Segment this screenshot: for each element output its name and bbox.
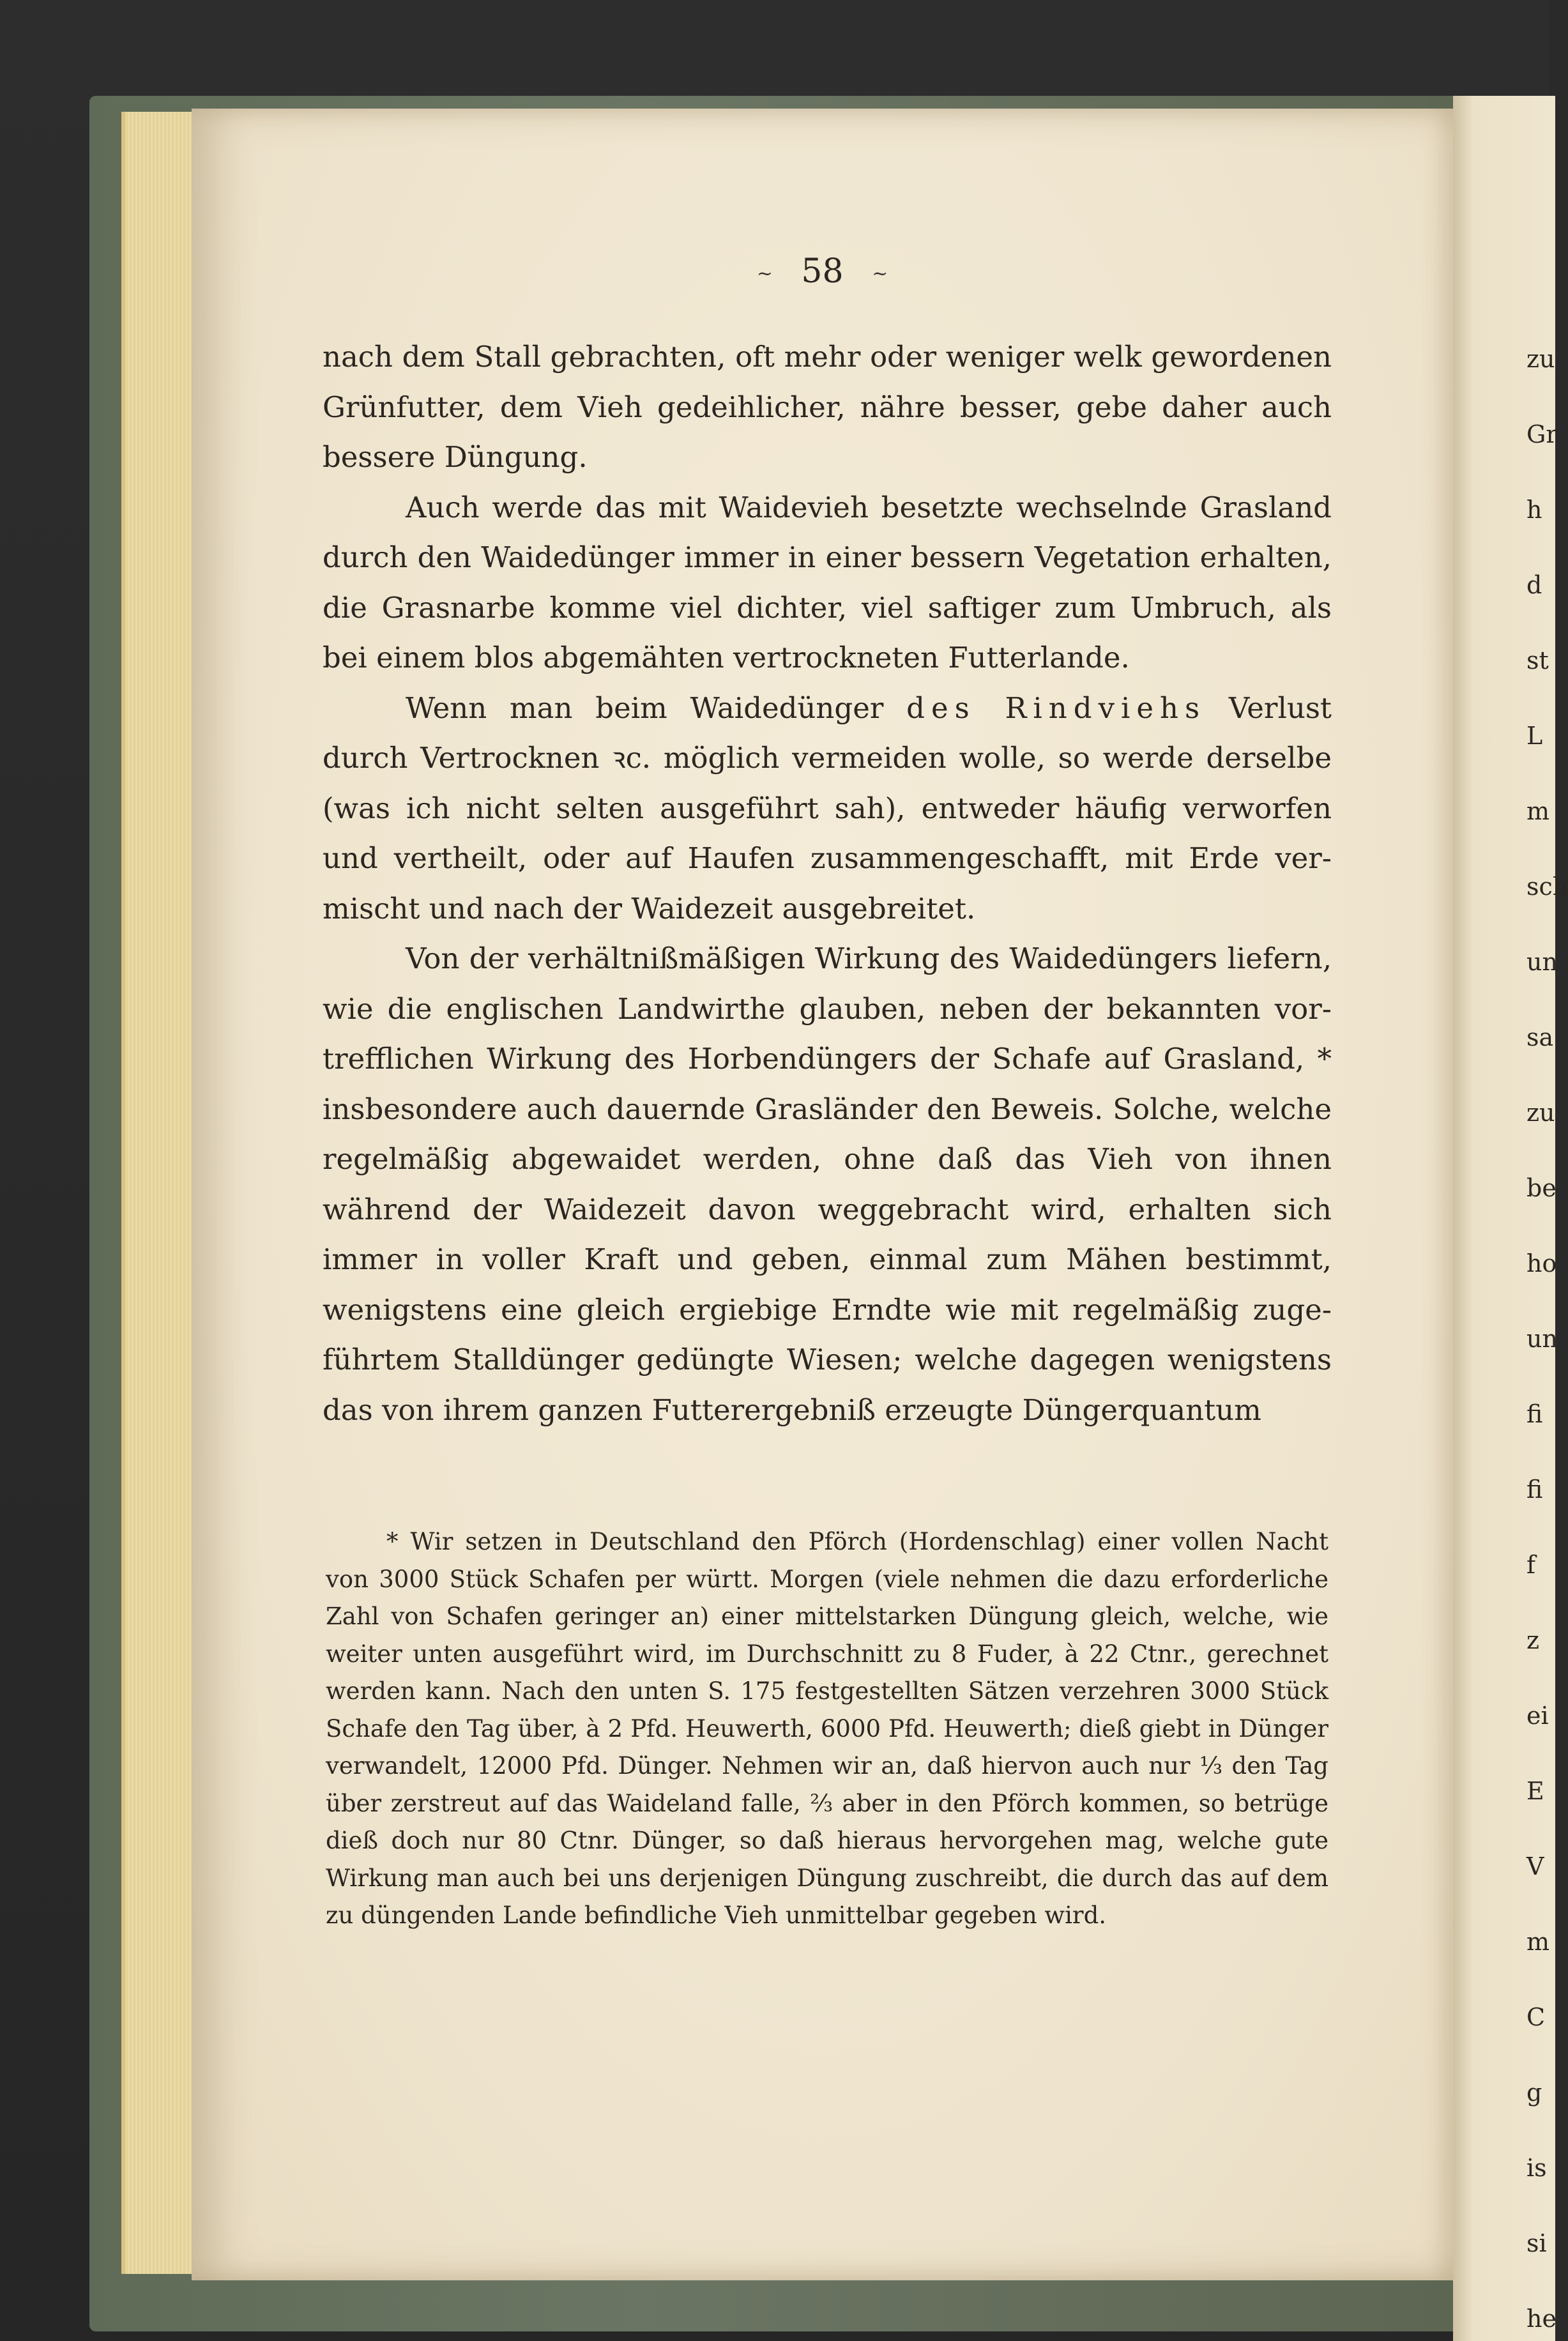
- next-page-fragment: C: [1526, 2003, 1546, 2031]
- next-page-fragment: V: [1526, 1852, 1544, 1880]
- next-page-fragment: st: [1526, 646, 1549, 675]
- next-page-fragment: f: [1526, 1551, 1536, 1579]
- next-page-edge: [1453, 96, 1568, 2341]
- next-page-fragment: un: [1526, 1325, 1558, 1353]
- next-page-fragment: E: [1526, 1777, 1544, 1805]
- next-page-fragment: m: [1526, 1928, 1550, 1956]
- page-header: [192, 252, 1453, 291]
- paragraph-3-after: Verlust durch Vertrocknen ꝛc. möglich vermeiden wolle, so werde derselbe (was ich nicht selten ausgeführt sah), entweder häufig verworfen und vertheilt, oder auf Haufen zusammengeschafft, mit Erde vermischt und nach der Waidezeit ausgebreitet.: [323, 690, 1332, 926]
- footnote: * Wir setzen in Deutschland den Pförch (Hordenschlag) einer vollen Nacht von 3000 Stück Schafen per württ. Morgen (viele nehmen die dazu erforderliche Zahl von Schafen geringer an) einer mittelstarken Düngung gleich, welche, wie weiter unten ausgeführt wird, im Durchschnitt zu 8 Fuder, à 22 Ctnr., gerechnet werden kann. Nach den unten S. 175 festgestellten Sätzen verzehren 3000 Stück Schafe den Tag über, à 2 Pfd. Heuwerth, 6000 Pfd. Heuwerth; dieß giebt in Dünger verwandelt, 12000 Pfd. Dünger. Nehmen wir an, daß hiervon auch nur ⅓ den Tag über zerstreut auf das Waideland falle, ⅔ aber in den Pförch kommen, so betrüge dieß doch nur 80 Ctnr. Dünger, so daß hieraus hervorgehen mag, welche gute Wirkung man auch bei uns derjenigen Düngung zuschreibt, die durch das auf dem zu düngenden Lande befindliche Vieh unmittelbar gegeben wird.: [326, 1528, 1328, 1929]
- paragraph-2: Auch werde das mit Waidevieh besetzte wechselnde Grasland durch den Waidedünger immer in einer bessern Vegetation erhalten, die Grasnarbe komme viel dichter, viel saftiger zum Umbruch, als bei einem blos abgemähten vertrockneten Futterlande.: [323, 490, 1332, 675]
- next-page-fragment: z: [1526, 1626, 1540, 1654]
- page-number: 58: [801, 252, 844, 291]
- next-page-fragment: be: [1526, 1174, 1557, 1202]
- paragraph-3-before: Wenn man beim Waidedünger: [406, 690, 907, 725]
- next-page-fragment: g: [1526, 2078, 1542, 2107]
- next-page-fragment: zu: [1526, 1099, 1555, 1127]
- next-page-fragment: m: [1526, 797, 1550, 825]
- next-page-fragment: un: [1526, 948, 1558, 976]
- next-page-fragment: zu: [1526, 345, 1555, 373]
- next-page-fragment: fi: [1526, 1476, 1543, 1504]
- next-page-fragment: fi: [1526, 1400, 1543, 1428]
- next-page-fragment: is: [1526, 2154, 1547, 2182]
- next-page-fragment: L: [1526, 722, 1543, 750]
- next-page-fragment: h: [1526, 496, 1542, 524]
- paragraph-1: nach dem Stall gebrachten, oft mehr oder weniger welk gewordenen Grünfutter, dem Vieh gedeihlicher, nähre besser, gebe daher auch bessere Düngung.: [323, 340, 1332, 474]
- next-page-fragment: he: [1526, 2305, 1557, 2333]
- ornament-left-icon: ~: [756, 263, 773, 285]
- paragraph-4: Von der verhältnißmäßigen Wirkung des Waidedüngers liefern, wie die englischen Landwirthe glauben, neben der bekannten vortrefflichen Wirkung des Horbendüngers der Schafe auf Grasland, * insbesondere auch dauernde Grasländer den Beweis. Solche, welche regelmäßig abgewaidet werden, ohne daß das Vieh von ihnen während der Waidezeit davon weggebracht wird, erhalten sich immer in voller Kraft und geben, einmal zum Mähen bestimmt, wenigstens eine gleich ergiebige Erndte wie mit regelmäßig zugeführtem Stalldünger gedüngte Wiesen; welche dagegen wenigstens das von ihrem ganzen Futterergebniß erzeugte Düngerquantum: [323, 942, 1332, 1427]
- next-page-fragment: sa: [1526, 1023, 1554, 1051]
- next-page-fragment: si: [1526, 2229, 1547, 2257]
- next-page-fragment: d: [1526, 571, 1542, 599]
- next-page-fragment: sch: [1526, 873, 1568, 901]
- next-page-fragment: ho: [1526, 1249, 1557, 1277]
- main-text: [323, 332, 1332, 1435]
- next-page-fragment: Gr: [1526, 420, 1558, 448]
- next-page-fragment: ei: [1526, 1702, 1549, 1730]
- paragraph-3-spaced: des Rindviehs: [906, 690, 1206, 725]
- ornament-right-icon: ~: [872, 263, 888, 285]
- paragraph-3: [323, 683, 1332, 934]
